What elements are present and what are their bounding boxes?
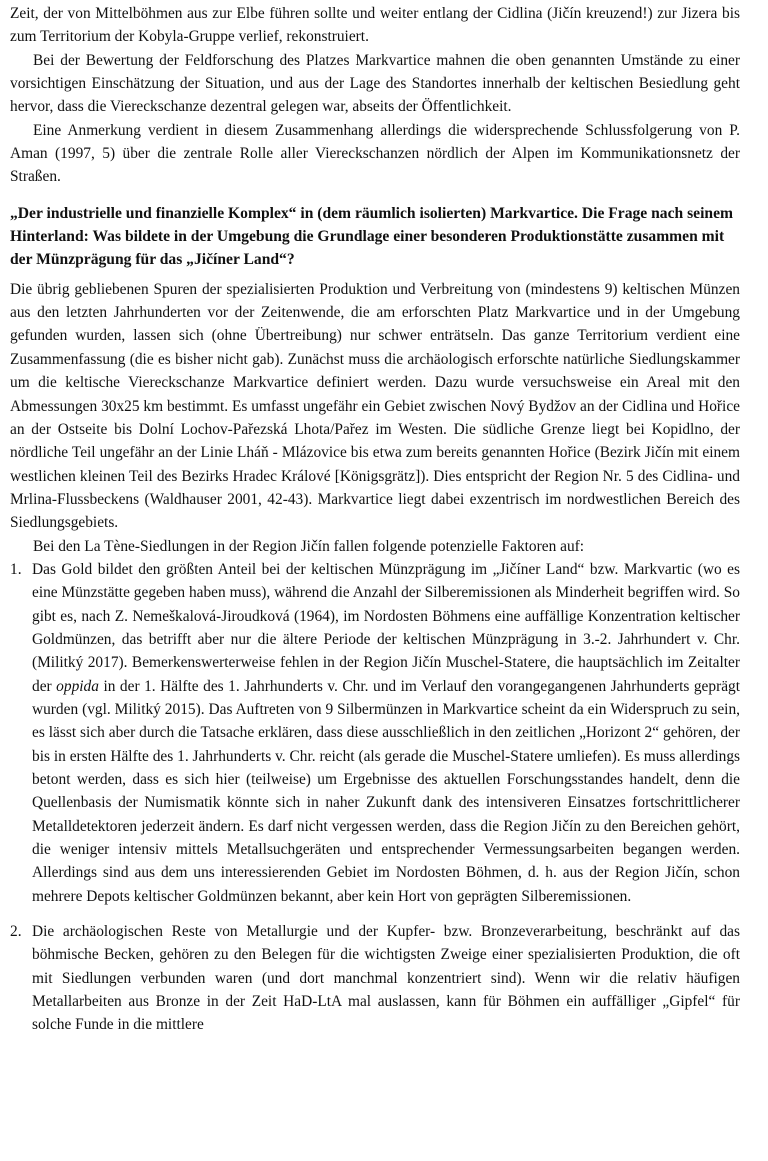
paragraph-5: Bei den La Tène-Siedlungen in der Region Jičín fallen folgende potenzielle Faktoren auf: xyxy=(33,537,585,555)
list-italic-oppida: oppida xyxy=(56,677,99,695)
list-body-2 xyxy=(32,920,740,1037)
list-number-1: 1. xyxy=(10,560,22,578)
paragraph-4: Die übrig gebliebenen Spuren der spezialisierten Produktion und Verbreitung von (mindestens 9) keltischen Münzen aus den letzten Jahrhunderten vor der Zeitenwende, die am erforschten Platz Markvartice und in der Umgebung gefunden wurden, lassen sich (ohne Übertreibung) nur schwer enträtseln. Das ganze Territorium verdient eine Zusammenfassung (die es bisher nicht gab). Zunächst muss die archäologisch erforschte natürliche Siedlungskammer um die keltische Viereckschanze Markvartice definiert werden. Dazu wurde versuchsweise ein Areal mit den Abmessungen 30x25 km bestimmt. Es umfasst ungefähr ein Gebiet zwischen Nový Bydžov an der Cidlina und Hořice an der Ostseite bis Dolní Lochov-Pařezská Lhota/Pařez im Westen. Die südliche Grenze liegt bei Kopidlno, der nördliche Teil ungefähr an der Linie Lháň - Mlázovice bis etwa zum bereits genannten Hořice (Bezirk Jičín mit einem westlichen kleinen Teil des Bezirks Hradec Králové [Königsgrätz]). Dies entspricht der Region Nr. 5 des Cidlina- und Mrlina-Flussbeckens (Waldhauser 2001, 42-43). Markvartice liegt dabei exzentrisch im nordwestlichen Bereich des Siedlungsgebiets. xyxy=(10,280,740,532)
list-number-2: 2. xyxy=(10,923,22,941)
paragraph-1: Zeit, der von Mittelböhmen aus zur Elbe führen sollte und weiter entlang der Cidlina (Jičín kreuzend!) zur Jizera bis zum Territorium der Kobyla-Gruppe verlief, rekonstruiert. xyxy=(10,5,740,46)
document-page xyxy=(10,2,740,1037)
list-text-1b: in der 1. Hälfte des 1. Jahrhunderts v. Chr. und im Verlauf den vorangegangenen Jahrhunderts geprägt wurden (vgl. Militký 2015). Das Auftreten von 9 Silbermünzen in Markvartice scheint da ein Widerspruch zu sein, es lässt sich aber durch die Tatsache erklären, dass diese ausschließlich in den zeitlichen „Horizont 2“ gehören, der bis in ersten Hälfte des 1. Jahrhunderts v. Chr. reicht (als gerade die Muschel-Statere umliefen). Es muss allerdings betont werden, dass es sich hier (teilweise) um Ergebnisse des aktuellen Forschungsstandes handelt, denn die Quellenbasis der Numismatik könnte sich in naher Zukunft dank des intensiveren Einsatzes fortschrittlicherer Metalldetektoren jederzeit ändern. Es darf nicht vergessen werden, dass die Region Jičín zu den Bereichen gehört, die weniger intensiv mittels Metallsuchgeräten und entsprechender Vermessungsarbeiten begangen werden. Allerdings sind aus dem uns interessierenden Gebiet im Nordosten Böhmen, d. h. aus der Region Jičín, schon mehrere Depots keltischer Goldmünzen bekannt, aber kein Hort von geprägten Silberemissionen. xyxy=(32,677,740,905)
list-gap xyxy=(10,908,740,920)
list-item-1 xyxy=(10,558,740,908)
section-heading: „Der industrielle und finanzielle Komplex“ in (dem räumlich isolierten) Markvartice. Die Frage nach seinem Hinterland: Was bildete in der Umgebung die Grundlage einer besonderen Produktionstätte zusammen mit der Münzprägung für das „Jičíner Land“? xyxy=(10,204,733,269)
paragraph-2: Bei der Bewertung der Feldforschung des Platzes Markvartice mahnen die oben genannten Umstände zu einer vorsichtigen Einschätzung der Situation, und aus der Lage des Standortes innerhalb der keltischen Besiedlung geht hervor, dass die Viereckschanze dezentral gelegen war, abseits der Öffentlichkeit. xyxy=(10,51,740,116)
list-text-1a: Das Gold bildet den größten Anteil bei der keltischen Münzprägung im „Jičíner Land“ bzw. Markvartic (wo es eine Münzstätte gegeben haben muss), während die Anzahl der Silberemissionen als Minderheit begriffen wird. So gibt es, nach Z. Nemeškalová-Jiroudková (1964), im Nordosten Böhmens eine auffällige Konzentration keltischer Goldmünzen, das betrifft aber nur die ältere Periode der keltischen Münzprägung in 3.-2. Jahrhundert v. Chr. (Militký 2017). Bemerkenswerterweise fehlen in der Region Jičín Muschel-Statere, die hauptsächlich im Zeitalter der xyxy=(32,560,740,695)
list-item-2 xyxy=(10,920,740,1037)
list-text-2a: Die archäologischen Reste von Metallurgie und der Kupfer- bzw. Bronzeverarbeitung, beschränkt auf das böhmische Becken, gehören zu den Belegen für die wichtigsten Zweige einer spezialisierten Produktion, die oft mit Siedlungen verbunden waren (und dort manchmal konzentriert sind). Wenn wir die relativ häufigen Metallarbeiten aus Bronze in der Zeit HaD-LtA mal auslassen, kann für Böhmen ein auffälliger „Gipfel“ für solche Funde in die mittlere xyxy=(32,923,740,1034)
list-body-1 xyxy=(32,558,740,908)
section-gap xyxy=(10,189,740,202)
paragraph-3: Eine Anmerkung verdient in diesem Zusammenhang allerdings die widersprechende Schlussfolgerung von P. Aman (1997, 5) über die zentrale Rolle aller Viereckschanzen nördlich der Alpen im Kommunikationsnetz der Straßen. xyxy=(10,121,740,186)
